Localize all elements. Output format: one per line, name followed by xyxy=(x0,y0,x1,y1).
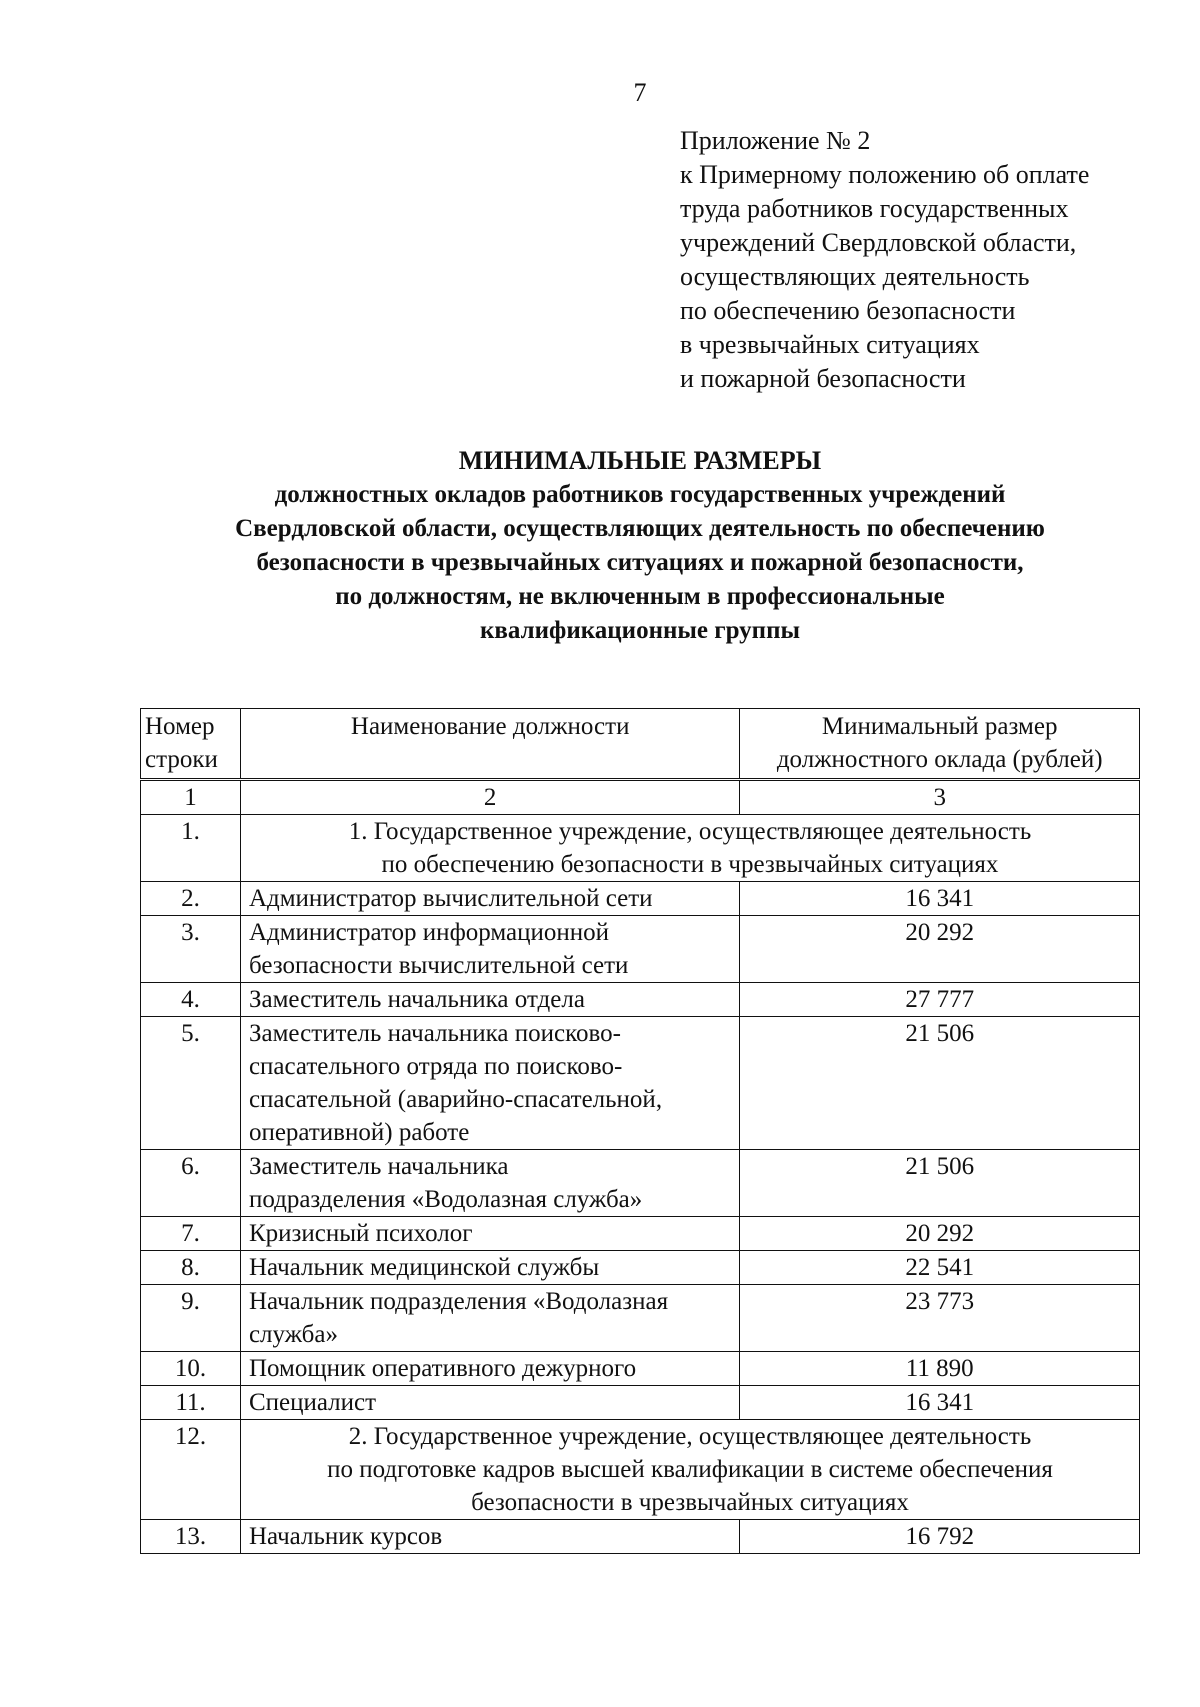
page-number: 7 xyxy=(633,78,647,107)
appendix-line: в чрезвычайных ситуациях xyxy=(680,330,980,359)
header-row-number: Номер строки xyxy=(141,709,241,780)
position-name-line: безопасности вычислительной сети xyxy=(248,952,629,979)
position-name xyxy=(240,1352,739,1386)
table-section-row xyxy=(141,815,1140,882)
appendix-block xyxy=(680,124,1160,396)
section-title xyxy=(240,1420,1139,1520)
title-line: квалификационные группы xyxy=(479,617,801,644)
section-title-line: безопасности в чрезвычайных ситуациях xyxy=(471,1489,909,1516)
document-title xyxy=(120,444,1160,648)
position-name-line: подразделения «Водолазная служба» xyxy=(248,1186,643,1213)
position-name-line: служба» xyxy=(248,1321,338,1348)
position-name-line: Заместитель начальника поисково- xyxy=(248,1020,621,1047)
appendix-line: по обеспечению безопасности xyxy=(680,296,1016,325)
position-name xyxy=(240,1520,739,1554)
position-name xyxy=(240,916,739,983)
table-row xyxy=(141,1217,1140,1251)
row-number: 8. xyxy=(141,1251,241,1285)
table-header-row xyxy=(141,709,1140,780)
row-number: 11. xyxy=(141,1386,241,1420)
row-number: 1. xyxy=(141,815,241,882)
section-title xyxy=(240,815,1139,882)
appendix-line: осуществляющих деятельность xyxy=(680,262,1030,291)
min-salary-value: 22 541 xyxy=(740,1251,1140,1285)
min-salary-value: 11 890 xyxy=(740,1352,1140,1386)
row-number: 6. xyxy=(141,1150,241,1217)
position-name xyxy=(240,882,739,916)
table-body xyxy=(141,815,1140,1554)
row-number: 9. xyxy=(141,1285,241,1352)
position-name-line: Начальник медицинской службы xyxy=(248,1254,600,1281)
position-name-line: Заместитель начальника xyxy=(248,1153,509,1180)
position-name-line: Администратор информационной xyxy=(248,919,610,946)
appendix-line: и пожарной безопасности xyxy=(680,364,966,393)
table-row xyxy=(141,1285,1140,1352)
salary-table xyxy=(140,708,1140,1554)
position-name xyxy=(240,1386,739,1420)
title-main: МИНИМАЛЬНЫЕ РАЗМЕРЫ xyxy=(458,446,822,475)
header-min-salary: Минимальный размер должностного оклада (рублей) xyxy=(740,709,1140,780)
row-number: 12. xyxy=(141,1420,241,1520)
position-name-line: Специалист xyxy=(248,1389,377,1416)
table-section-row xyxy=(141,1420,1140,1520)
position-name xyxy=(240,1217,739,1251)
min-salary-value: 21 506 xyxy=(740,1017,1140,1150)
position-name-line: спасательного отряда по поисково- xyxy=(248,1053,623,1080)
position-name-line: Кризисный психолог xyxy=(248,1220,473,1247)
min-salary-value: 20 292 xyxy=(740,1217,1140,1251)
position-name xyxy=(240,1285,739,1352)
position-name xyxy=(240,1251,739,1285)
position-name xyxy=(240,1017,739,1150)
min-salary-value: 23 773 xyxy=(740,1285,1140,1352)
row-number: 2. xyxy=(141,882,241,916)
position-name-line: Заместитель начальника отдела xyxy=(248,986,585,1013)
appendix-line: к Примерному положению об оплате xyxy=(680,160,1090,189)
title-line: по должностям, не включенным в профессиональные xyxy=(335,583,945,610)
section-title-line: 1. Государственное учреждение, осуществляющее деятельность xyxy=(348,818,1032,845)
table-row xyxy=(141,1017,1140,1150)
position-name-line: Начальник подразделения «Водолазная xyxy=(248,1288,669,1315)
min-salary-value: 20 292 xyxy=(740,916,1140,983)
column-number-row xyxy=(141,780,1140,815)
row-number: 4. xyxy=(141,983,241,1017)
table-row xyxy=(141,916,1140,983)
appendix-line: учреждений Свердловской области, xyxy=(680,228,1077,257)
position-name-line: Начальник курсов xyxy=(248,1523,443,1550)
appendix-line: труда работников государственных xyxy=(680,194,1069,223)
table-row xyxy=(141,1150,1140,1217)
min-salary-value: 27 777 xyxy=(740,983,1140,1017)
column-number: 3 xyxy=(740,780,1140,815)
row-number: 7. xyxy=(141,1217,241,1251)
position-name xyxy=(240,1150,739,1217)
column-number: 2 xyxy=(240,780,739,815)
section-title-line: по обеспечению безопасности в чрезвычайных ситуациях xyxy=(381,851,999,878)
table-row xyxy=(141,1520,1140,1554)
row-number: 10. xyxy=(141,1352,241,1386)
table-row xyxy=(141,882,1140,916)
table-row xyxy=(141,1352,1140,1386)
position-name-line: спасательной (аварийно-спасательной, xyxy=(248,1086,663,1113)
row-number: 5. xyxy=(141,1017,241,1150)
min-salary-value: 16 341 xyxy=(740,882,1140,916)
position-name-line: оперативной) работе xyxy=(248,1119,470,1146)
title-line: Свердловской области, осуществляющих деятельность по обеспечению xyxy=(235,515,1045,542)
section-title-line: 2. Государственное учреждение, осуществляющее деятельность xyxy=(348,1423,1032,1450)
position-name-line: Администратор вычислительной сети xyxy=(248,885,653,912)
table-row xyxy=(141,983,1140,1017)
position-name-line: Помощник оперативного дежурного xyxy=(248,1355,637,1382)
min-salary-value: 21 506 xyxy=(740,1150,1140,1217)
appendix-line: Приложение № 2 xyxy=(680,126,871,155)
section-title-line: по подготовке кадров высшей квалификации в системе обеспечения xyxy=(327,1456,1053,1483)
table-row xyxy=(141,1386,1140,1420)
table-row xyxy=(141,1251,1140,1285)
title-line: безопасности в чрезвычайных ситуациях и пожарной безопасности, xyxy=(256,549,1024,576)
position-name xyxy=(240,983,739,1017)
title-line: должностных окладов работников государственных учреждений xyxy=(274,481,1006,508)
column-number: 1 xyxy=(141,780,241,815)
header-position-name: Наименование должности xyxy=(240,709,739,780)
min-salary-value: 16 341 xyxy=(740,1386,1140,1420)
row-number: 13. xyxy=(141,1520,241,1554)
min-salary-value: 16 792 xyxy=(740,1520,1140,1554)
row-number: 3. xyxy=(141,916,241,983)
